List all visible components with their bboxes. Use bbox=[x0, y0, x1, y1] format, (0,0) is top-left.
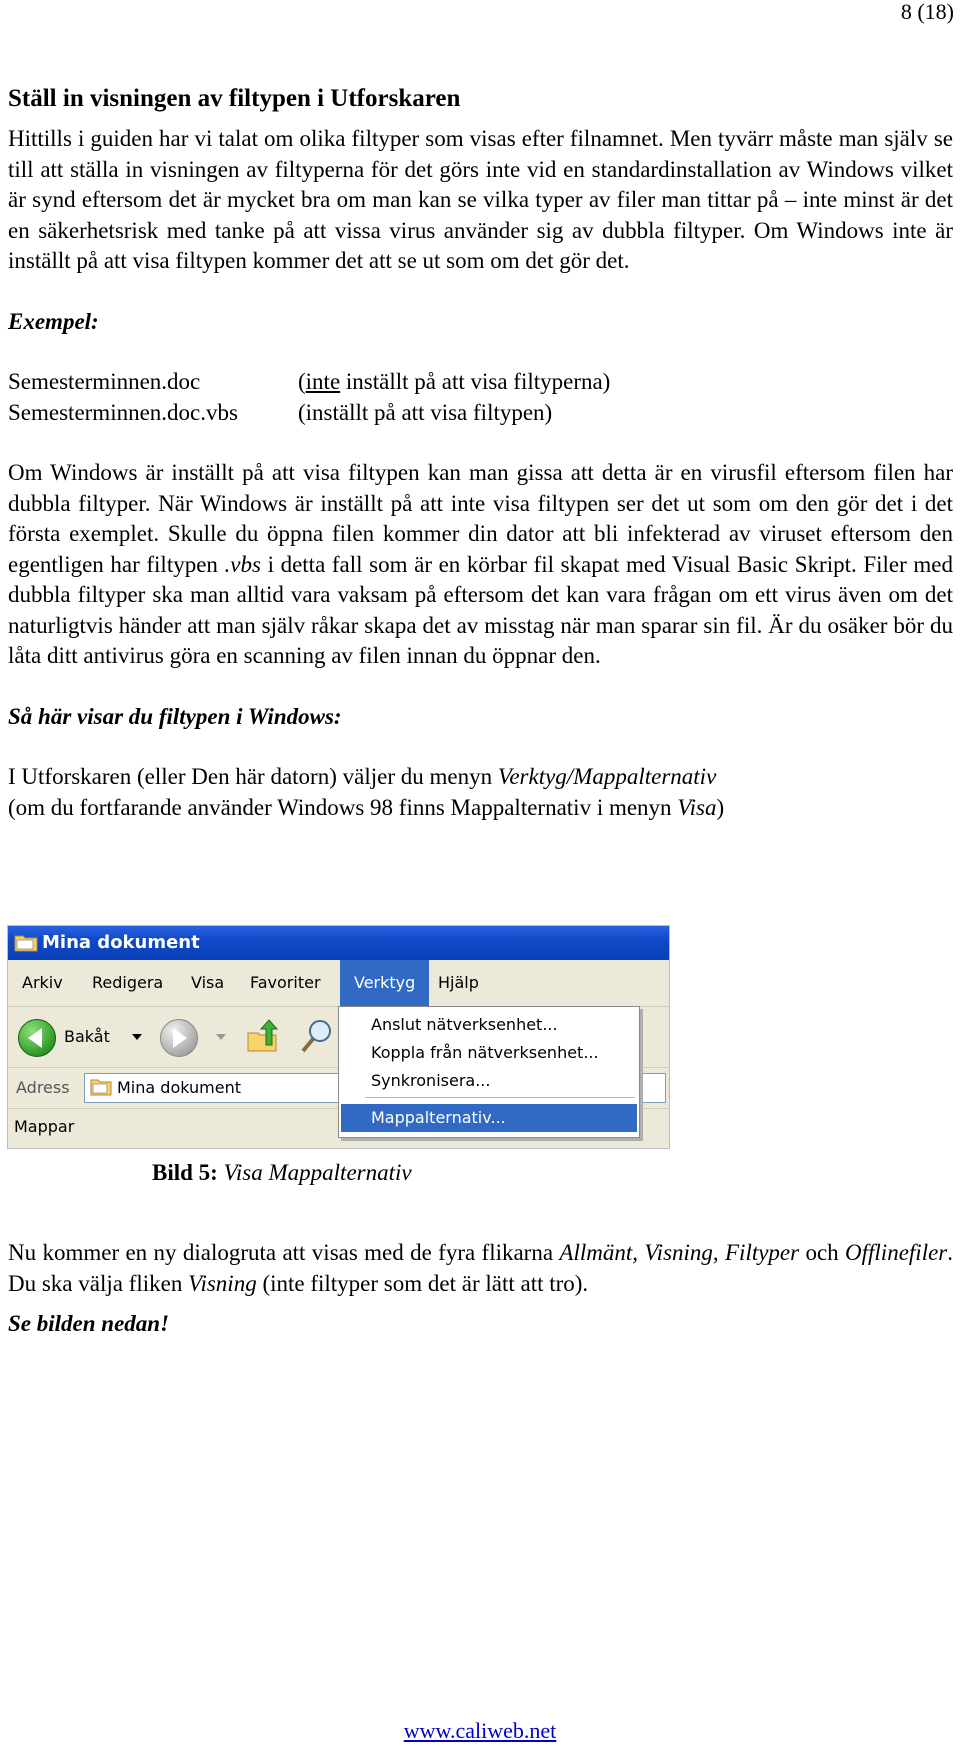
menu-redigera[interactable]: Redigera bbox=[92, 973, 164, 992]
intro-paragraph: Hittills i guiden har vi talat om olika filtyper som visas efter filnamnet. Men tyvärr måste man själv se till att ställa in visningen av filtyperna för det görs inte vid en standardinstallation av Windows vilket är synd eftersom det är mycket bra om man kan se vilka typer av filer man tittar på – inte minst är det en säkerhetsrisk med tanke på att vissa virus använder sig av dubbla filtyper. Om Windows inte är inställt på att visa filtypen kommer det att se ut som om det gör det. bbox=[8, 126, 953, 273]
explorer-screenshot bbox=[7, 925, 670, 1149]
menu-verktyg[interactable]: Verktyg bbox=[340, 960, 429, 1006]
back-arrow-icon[interactable] bbox=[18, 1019, 56, 1057]
tools-dropdown-menu bbox=[338, 1006, 640, 1138]
menu-separator bbox=[365, 1097, 635, 1098]
address-value: Mina dokument bbox=[117, 1078, 241, 1097]
menu-item-disconnect-network-drive[interactable]: Koppla från nätverksenhet... bbox=[371, 1043, 599, 1062]
chevron-down-icon[interactable] bbox=[216, 1034, 226, 1040]
page-number: 8 (18) bbox=[900, 0, 954, 24]
chevron-down-icon[interactable] bbox=[132, 1034, 142, 1040]
menu-item-folder-options[interactable]: Mappalternativ... bbox=[341, 1104, 637, 1132]
menu-hjalp[interactable]: Hjälp bbox=[438, 973, 479, 992]
menu-favoriter[interactable]: Favoriter bbox=[250, 973, 321, 992]
example-filename: Semesterminnen.doc bbox=[8, 369, 201, 394]
folders-label: Mappar bbox=[14, 1117, 75, 1136]
example-filename: Semesterminnen.doc.vbs bbox=[8, 399, 238, 425]
menu-bar bbox=[8, 960, 669, 1007]
footer-link[interactable]: www.caliweb.net bbox=[403, 1718, 557, 1743]
back-button-label[interactable]: Bakåt bbox=[64, 1027, 110, 1046]
howto-heading: Så här visar du filtypen i Windows: bbox=[8, 703, 342, 729]
folder-icon bbox=[14, 932, 38, 952]
document-body bbox=[8, 84, 953, 823]
example-row bbox=[8, 398, 953, 429]
footer bbox=[0, 1718, 960, 1744]
example-heading: Exempel: bbox=[8, 308, 99, 334]
search-icon[interactable] bbox=[300, 1017, 334, 1055]
see-below-note: Se bilden nedan! bbox=[8, 1311, 170, 1336]
dialog-paragraph: Nu kommer en ny dialogruta att visas med de fyra flikarna Allmänt, Visning, Filtyper och Offlinefiler. Du ska välja fliken Visning (inte filtyper som det är lätt att tro). bbox=[8, 1240, 953, 1296]
menu-item-synchronize[interactable]: Synkronisera... bbox=[371, 1071, 491, 1090]
forward-arrow-icon[interactable] bbox=[160, 1019, 198, 1057]
howto-line: I Utforskaren (eller Den här datorn) väljer du menyn Verktyg/Mappalternativ bbox=[8, 764, 717, 789]
window-titlebar bbox=[8, 926, 669, 960]
example-note: (inställt på att visa filtypen) bbox=[298, 399, 553, 425]
example-note: (inte inställt på att visa filtyperna) bbox=[298, 369, 611, 394]
window-title: Mina dokument bbox=[42, 932, 200, 953]
howto-line: (om du fortfarande använder Windows 98 finns Mappalternativ i menyn Visa) bbox=[8, 794, 725, 820]
menu-visa[interactable]: Visa bbox=[191, 973, 225, 992]
folder-icon bbox=[90, 1077, 112, 1097]
figure-caption: Bild 5: Visa Mappalternativ bbox=[152, 1160, 412, 1185]
section-heading: Ställ in visningen av filtypen i Utforskaren bbox=[8, 85, 461, 112]
virus-paragraph: Om Windows är inställt på att visa filtypen kan man gissa att detta är en virusfil eftersom filen har dubbla filtyper. När Windows är inställt på att inte visa filtypen ser det ut som om den gör det i det första exemplet. Skulle du öppna filen kommer din dator att bli infekterad av viruset eftersom den egentligen har filtypen .vbs i detta fall som är en körbar fil skapat med Visual Basic Skript. Filer med dubbla filtyper ska man alltid vara vaksam på eftersom det kan vara frågan om ett virus även om det naturligtvis händer att man själv råkar skapa det av misstag när man sparar sin fil. Är du osäker bör du låta ditt antivirus göra en scanning av filen innan du öppnar den. bbox=[8, 460, 953, 668]
closing-section bbox=[8, 1238, 953, 1340]
address-label: Adress bbox=[16, 1078, 70, 1097]
menu-arkiv[interactable]: Arkiv bbox=[22, 973, 63, 992]
menu-item-map-network-drive[interactable]: Anslut nätverksenhet... bbox=[371, 1015, 558, 1034]
example-row bbox=[8, 367, 953, 398]
folder-up-icon[interactable] bbox=[246, 1019, 278, 1053]
